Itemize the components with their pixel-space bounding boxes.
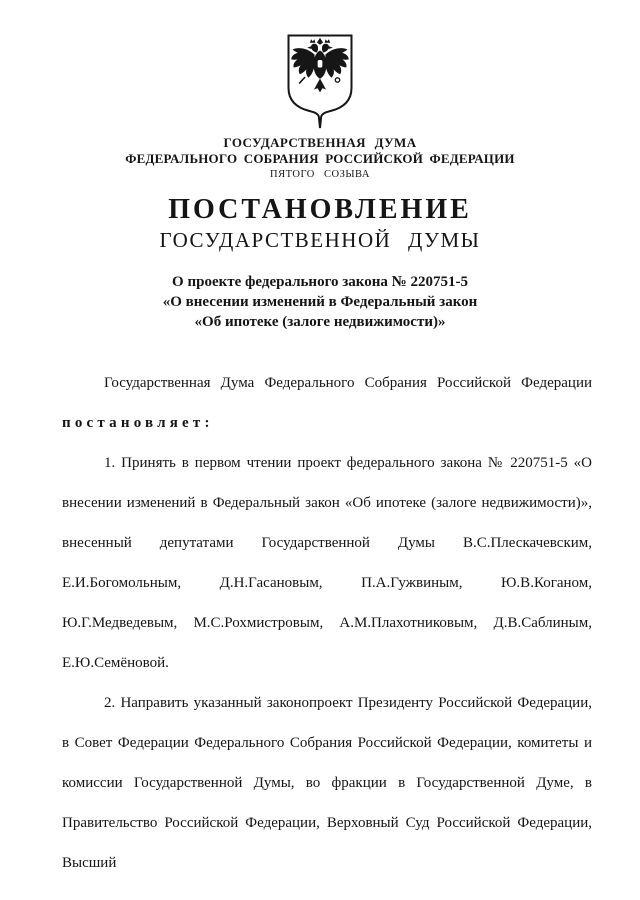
paragraph-2: 2. Направить указанный законопроект Президенту Российской Федерации, в Совет Федерации Федерального Собрания Российской Федерации, комитеты и комиссии Государственной Думы, во фракции в Государственной Думе, в Правительство Российской Федерации, Верховный Суд Российской Федерации, Высший [62, 695, 592, 871]
double-headed-eagle-icon [284, 33, 356, 131]
breast-shield [317, 60, 323, 69]
document-title: ПОСТАНОВЛЕНИЕ [168, 194, 472, 225]
document-subject [0, 272, 640, 332]
intro-text: Государственная Дума Федерального Собрания Российской Федерации [104, 375, 592, 391]
intro-paragraph [62, 363, 592, 443]
subject-line-3: «Об ипотеке (залоге недвижимости)» [194, 314, 446, 330]
paragraph-1: 1. Принять в первом чтении проект федерального закона № 220751-5 «О внесении изменений в Федеральный закон «Об ипотеке (залоге недвижимости)», внесенный депутатами Государственной Думы В.С.Плескачевским, Е.И.Богомольным, Д.Н.Гасановым, П.А.Гужвиным, Ю.В.Коганом, Ю.Г.Медведевым, М.С.Рохмистровым, А.М.Плахотниковым, Д.В.Саблиным, Е.Ю.Семёновой. [62, 455, 592, 671]
document-title-sub: ГОСУДАРСТВЕННОЙ ДУМЫ [159, 228, 481, 252]
letterhead-organization: ГОСУДАРСТВЕННАЯ ДУМА [223, 135, 417, 150]
letterhead-parent-body: ФЕДЕРАЛЬНОГО СОБРАНИЯ РОССИЙСКОЙ ФЕДЕРАЦИИ [125, 151, 515, 166]
document-body [62, 363, 592, 883]
intro-resolve-verb: постановляет: [62, 415, 214, 431]
letterhead-convocation: ПЯТОГО СОЗЫВА [270, 169, 370, 180]
subject-line-2: «О внесении изменений в Федеральный закон [162, 294, 478, 310]
state-emblem [284, 33, 356, 131]
subject-line-1: О проекте федерального закона № 220751-5 [172, 274, 468, 290]
letterhead [0, 135, 640, 182]
